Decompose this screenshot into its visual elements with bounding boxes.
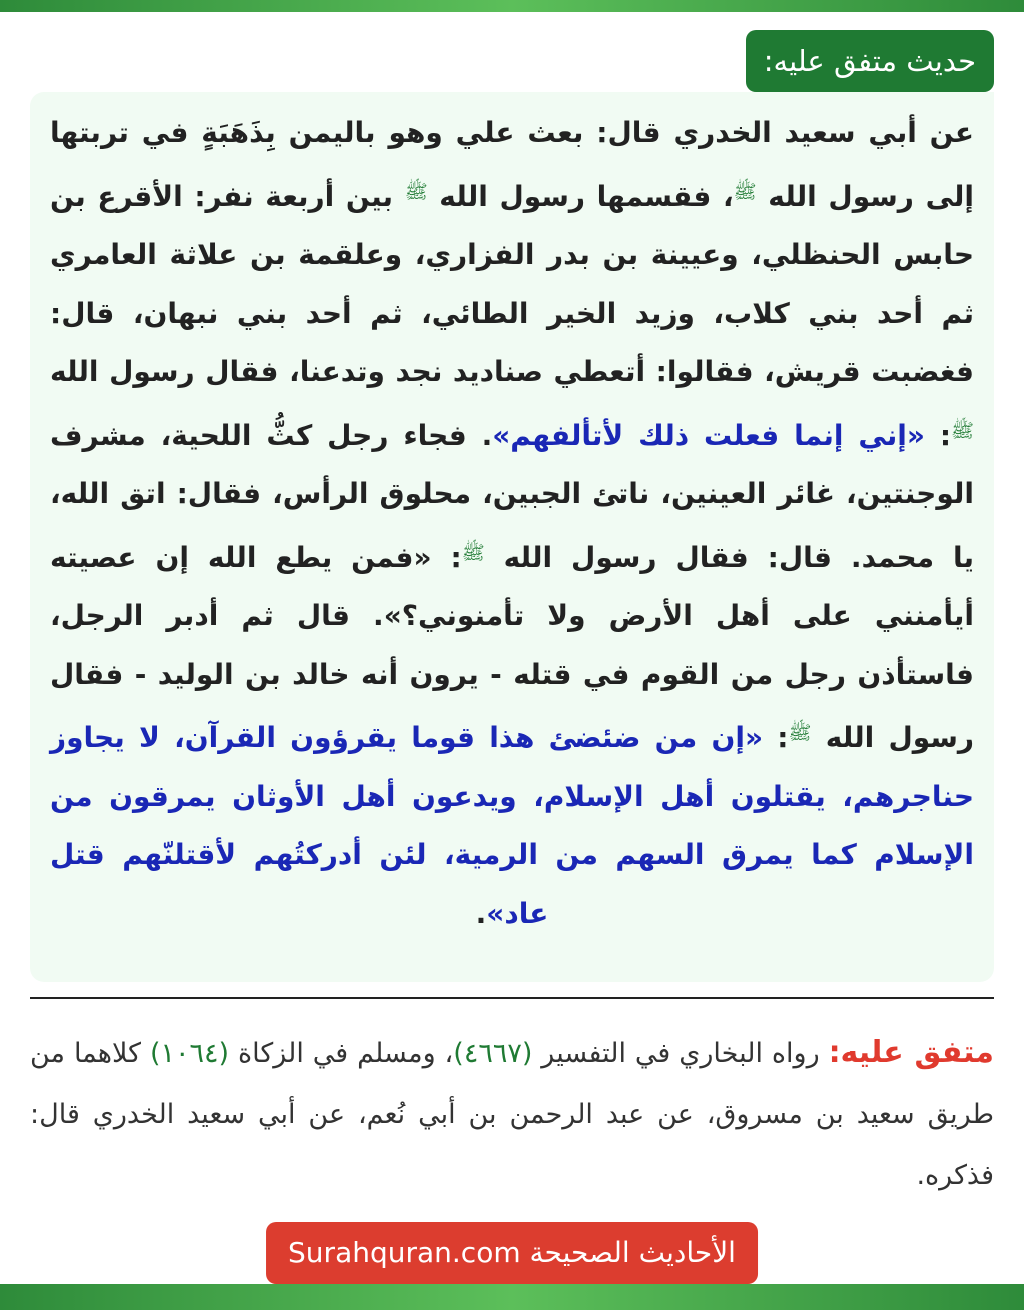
top-decoration-bar bbox=[0, 0, 1024, 12]
hadith-segment: ، فقسمها رسول الله bbox=[427, 179, 734, 213]
footer-badge[interactable]: الأحاديث الصحيحة Surahquran.com bbox=[266, 1222, 758, 1284]
salutation-mark: ﷺ bbox=[404, 180, 428, 203]
hadith-segment: . bbox=[475, 896, 487, 930]
salutation-mark: ﷺ bbox=[788, 722, 812, 744]
source-reference bbox=[30, 1022, 994, 1206]
salutation-mark: ﷺ bbox=[461, 541, 485, 564]
bukhari-number: (٤٦٦٧) bbox=[453, 1038, 533, 1069]
hadith-text bbox=[50, 104, 974, 943]
hadith-segment: بين أربعة نفر: الأقرع بن حابس الحنظلي، وعيينة بن بدر الفزاري، وعلقمة بن علاثة العامري ثم أحد بني كلاب، وزيد الخير الطائي، ثم أحد بني نبهان، قال: فغضبت قريش، فقالوا: أتعطي صناديد نجد وتدعنا، فقال رسول الله bbox=[50, 179, 974, 388]
prophet-quote: «إن من ضئضئ هذا قوما يقرؤون القرآن، لا يجاوز حناجرهم، يقتلون أهل الإسلام، ويدعون أهل الأوثان يمرقون من الإسلام كما يمرق السهم من الرمية، لئن أدركتُهم لأقتلنّهم قتل عاد» bbox=[50, 721, 974, 930]
muslim-number: (١٠٦٤) bbox=[149, 1038, 230, 1069]
source-segment: ، ومسلم في الزكاة bbox=[229, 1038, 454, 1069]
salutation-mark: ﷺ bbox=[951, 419, 974, 442]
hadith-segment: : «فمن يطع الله إن عصيته أيأمنني على أهل الأرض ولا تأمنوني؟». قال ثم أدبر الرجل، فاستأذن رجل من القوم في قتله - يرون أنه خالد بن الوليد - فقال رسول الله bbox=[50, 540, 974, 754]
hadith-segment: . فجاء رجل كثُّ اللحية، مشرف الوجنتين، غائر العينين، ناتئ الجبين، محلوق الرأس، فقال: اتق الله، يا محمد. قال: فقال رسول الله bbox=[50, 418, 974, 574]
bottom-decoration-bar bbox=[0, 1284, 1024, 1310]
hadith-segment: : bbox=[924, 418, 952, 452]
section-label: حديث متفق عليه: bbox=[746, 30, 994, 92]
divider bbox=[30, 997, 994, 999]
hadith-box bbox=[30, 92, 994, 982]
source-segment: كلاهما من طريق سعيد بن مسروق، عن عبد الرحمن بن أبي نُعم، عن أبي سعيد الخدري قال: فذكره. bbox=[30, 1038, 994, 1191]
prophet-quote: «إني إنما فعلت ذلك لأتألفهم» bbox=[492, 418, 925, 452]
hadith-segment: : bbox=[763, 721, 789, 754]
salutation-mark: ﷺ bbox=[733, 180, 757, 203]
source-title: متفق عليه: bbox=[828, 1035, 994, 1070]
hadith-segment: عن أبي سعيد الخدري قال: بعث علي وهو باليمن بِذَهَبَةٍ في تربتها إلى رسول الله bbox=[50, 116, 975, 213]
source-segment: رواه البخاري في التفسير bbox=[532, 1038, 829, 1069]
